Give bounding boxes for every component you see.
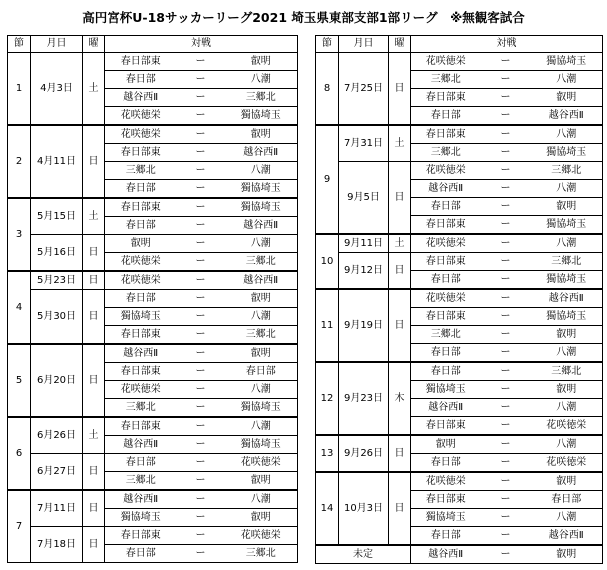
away-team: 八潮 [225,235,298,253]
away-team: 八潮 [531,180,603,198]
home-team: 春日部東 [411,253,481,271]
home-team: 春日部東 [411,125,481,144]
match-date: 6月20日 [31,344,83,417]
home-team: 獨協埼玉 [411,509,481,527]
home-team: 獨協埼玉 [105,509,177,527]
home-team: 春日部 [105,217,177,235]
round-number: 2 [8,125,31,198]
away-team: 叡明 [531,198,603,216]
away-team: 獨協埼玉 [531,271,603,290]
versus-dash: ー [177,326,225,345]
match-row [8,125,298,144]
match-date: 9月5日 [339,162,389,235]
away-team: 越谷西Ⅱ [531,289,603,308]
away-team: 叡明 [225,509,298,527]
match-date: 9月12日 [339,253,389,290]
versus-dash: ー [481,399,531,417]
versus-dash: ー [481,545,531,564]
home-team: 春日部 [105,180,177,199]
home-team: 三郷北 [105,162,177,180]
away-team: 獨協埼玉 [225,107,298,126]
away-team: 八潮 [531,509,603,527]
home-team: 三郷北 [411,144,481,162]
away-team: 八潮 [531,344,603,363]
match-row [8,235,298,253]
match-date: 5月23日 [31,271,83,290]
match-weekday: 日 [389,289,411,362]
home-team: 春日部 [105,71,177,89]
versus-dash: ー [177,290,225,308]
home-team: 春日部 [411,344,481,363]
home-team: 花咲徳栄 [411,289,481,308]
away-team: 三郷北 [531,162,603,180]
match-row [8,53,298,71]
away-team: 獨協埼玉 [225,180,298,199]
versus-dash: ー [481,180,531,198]
home-team: 花咲徳栄 [105,253,177,272]
versus-dash: ー [481,527,531,546]
home-team: 越谷西Ⅱ [105,490,177,509]
home-team: 花咲徳栄 [105,107,177,126]
round-number: 12 [316,362,339,435]
match-date: 6月26日 [31,417,83,454]
versus-dash: ー [481,381,531,399]
home-team: 越谷西Ⅱ [411,180,481,198]
match-row [316,472,603,491]
versus-dash: ー [177,89,225,107]
versus-dash: ー [177,71,225,89]
home-team: 花咲徳栄 [411,53,481,71]
home-team: 花咲徳栄 [105,271,177,290]
round-number: 5 [8,344,31,417]
round-number: 3 [8,198,31,271]
versus-dash: ー [177,509,225,527]
away-team: 獨協埼玉 [531,216,603,235]
versus-dash: ー [481,71,531,89]
header-row [316,36,603,53]
away-team: 八潮 [225,308,298,326]
away-team: 八潮 [225,162,298,180]
round-number: 4 [8,271,31,344]
match-row [8,344,298,363]
away-team: 獨協埼玉 [225,436,298,454]
versus-dash: ー [481,271,531,290]
round-number: 13 [316,435,339,472]
away-team: 三郷北 [225,545,298,563]
away-team: 越谷西Ⅱ [531,107,603,126]
away-team: 八潮 [531,399,603,417]
match-row [316,162,603,180]
home-team: 獨協埼玉 [411,381,481,399]
versus-dash: ー [481,125,531,144]
away-team: 獨協埼玉 [531,53,603,71]
match-weekday: 日 [83,454,105,491]
match-row [8,417,298,436]
home-team: 三郷北 [105,472,177,491]
home-team: 春日部東 [411,89,481,107]
match-row [8,490,298,509]
match-weekday: 日 [83,290,105,345]
versus-dash: ー [481,289,531,308]
schedule-table-left [7,35,298,563]
round-number: 14 [316,472,339,545]
home-team: 春日部 [411,527,481,546]
away-team: 叡明 [225,472,298,491]
page-title: 高円宮杯U-18サッカーリーグ2021 埼玉県東部支部1部リーグ ※無観客試合 [82,10,525,25]
match-weekday: 日 [389,435,411,472]
away-team: 花咲徳栄 [531,454,603,473]
versus-dash: ー [481,435,531,454]
versus-dash: ー [481,89,531,107]
away-team: 花咲徳栄 [531,417,603,436]
match-date: 9月11日 [339,234,389,253]
away-team: 獨協埼玉 [531,144,603,162]
versus-dash: ー [177,436,225,454]
match-date: 4月3日 [31,53,83,126]
away-team: 三郷北 [531,253,603,271]
versus-dash: ー [177,107,225,126]
away-team: 三郷北 [531,362,603,381]
versus-dash: ー [481,344,531,363]
away-team: 八潮 [225,71,298,89]
away-team: 叡明 [531,381,603,399]
home-team: 獨協埼玉 [105,308,177,326]
match-row [8,454,298,472]
versus-dash: ー [177,417,225,436]
home-team: 三郷北 [105,399,177,418]
match-date: 5月15日 [31,198,83,235]
away-team: 叡明 [531,89,603,107]
schedule-table-right [315,35,603,564]
header-weekday: 曜 [83,36,105,53]
versus-dash: ー [177,125,225,144]
away-team: 叡明 [531,545,603,564]
round-number: 10 [316,234,339,289]
versus-dash: ー [177,253,225,272]
home-team: 花咲徳栄 [105,125,177,144]
versus-dash: ー [177,472,225,491]
match-date: 7月25日 [339,53,389,126]
match-weekday: 日 [389,53,411,126]
versus-dash: ー [177,235,225,253]
match-weekday: 日 [389,162,411,235]
home-team: 春日部東 [105,326,177,345]
away-team: 叡明 [225,53,298,71]
header-match: 対戦 [411,36,603,53]
away-team: 叡明 [531,326,603,344]
versus-dash: ー [481,107,531,126]
match-weekday: 土 [389,125,411,162]
home-team: 春日部東 [105,144,177,162]
match-weekday: 土 [83,53,105,126]
away-team: 三郷北 [225,253,298,272]
versus-dash: ー [177,399,225,418]
header-row [8,36,298,53]
match-date: 9月19日 [339,289,389,362]
header-date: 月日 [31,36,83,53]
away-team: 三郷北 [225,89,298,107]
away-team: 八潮 [225,417,298,436]
away-team: 獨協埼玉 [225,198,298,217]
header-setsu: 節 [8,36,31,53]
away-team: 越谷西Ⅱ [225,217,298,235]
home-team: 花咲徳栄 [105,381,177,399]
home-team: 春日部東 [105,363,177,381]
away-team: 花咲徳栄 [225,454,298,472]
away-team: 春日部 [531,491,603,509]
match-row [316,362,603,381]
versus-dash: ー [481,326,531,344]
round-number: 8 [316,53,339,126]
match-date: 7月11日 [31,490,83,527]
versus-dash: ー [177,162,225,180]
home-team: 春日部 [411,454,481,473]
home-team: 春日部 [411,362,481,381]
away-team: 三郷北 [225,326,298,345]
home-team: 三郷北 [411,71,481,89]
versus-dash: ー [481,417,531,436]
round-number: 7 [8,490,31,563]
home-team: 春日部東 [411,216,481,235]
header-match: 対戦 [105,36,298,53]
home-team: 花咲徳栄 [411,162,481,180]
match-weekday: 木 [389,362,411,435]
home-team: 叡明 [105,235,177,253]
home-team: 越谷西Ⅱ [105,89,177,107]
match-date: 5月16日 [31,235,83,272]
versus-dash: ー [481,491,531,509]
home-team: 春日部 [411,198,481,216]
home-team: 春日部東 [105,417,177,436]
home-team: 越谷西Ⅱ [105,344,177,363]
match-row [8,198,298,217]
match-weekday: 土 [83,198,105,235]
match-row [316,125,603,144]
home-team: 春日部東 [411,491,481,509]
match-date: 4月11日 [31,125,83,198]
versus-dash: ー [481,472,531,491]
match-row [8,271,298,290]
round-number: 9 [316,125,339,234]
home-team: 叡明 [411,435,481,454]
home-team: 春日部 [105,545,177,563]
match-weekday: 日 [389,253,411,290]
home-team: 越谷西Ⅱ [411,399,481,417]
match-date: 7月18日 [31,527,83,563]
round-number: 1 [8,53,31,126]
away-team: 叡明 [531,472,603,491]
match-weekday: 日 [83,344,105,417]
home-team: 春日部東 [105,527,177,545]
versus-dash: ー [481,234,531,253]
versus-dash: ー [177,308,225,326]
header-setsu: 節 [316,36,339,53]
match-row [316,234,603,253]
away-team: 八潮 [225,381,298,399]
versus-dash: ー [177,53,225,71]
versus-dash: ー [481,308,531,326]
away-team: 花咲徳栄 [225,527,298,545]
versus-dash: ー [177,454,225,472]
away-team: 獨協埼玉 [225,399,298,418]
away-team: 越谷西Ⅱ [531,527,603,546]
match-weekday: 土 [83,417,105,454]
away-team: 越谷西Ⅱ [225,144,298,162]
match-date: 9月26日 [339,435,389,472]
match-row [316,435,603,454]
home-team: 春日部東 [411,417,481,436]
home-team: 春日部東 [105,53,177,71]
match-weekday: 日 [83,490,105,527]
versus-dash: ー [481,162,531,180]
away-team: 八潮 [531,125,603,144]
versus-dash: ー [481,53,531,71]
home-team: 花咲徳栄 [411,234,481,253]
versus-dash: ー [481,216,531,235]
away-team: 越谷西Ⅱ [225,271,298,290]
away-team: 叡明 [225,344,298,363]
match-weekday: 日 [83,235,105,272]
versus-dash: ー [177,363,225,381]
match-weekday: 日 [83,125,105,198]
versus-dash: ー [177,545,225,563]
home-team: 越谷西Ⅱ [411,545,481,564]
away-team: 八潮 [531,71,603,89]
match-row [316,53,603,71]
away-team: 八潮 [531,234,603,253]
home-team: 花咲徳栄 [411,472,481,491]
versus-dash: ー [177,490,225,509]
away-team: 春日部 [225,363,298,381]
versus-dash: ー [177,144,225,162]
versus-dash: ー [481,362,531,381]
match-date: 10月3日 [339,472,389,545]
match-date: 7月31日 [339,125,389,162]
versus-dash: ー [481,509,531,527]
home-team: 三郷北 [411,326,481,344]
home-team: 春日部東 [411,308,481,326]
versus-dash: ー [177,271,225,290]
versus-dash: ー [481,198,531,216]
match-row [316,289,603,308]
away-team: 八潮 [225,490,298,509]
versus-dash: ー [177,198,225,217]
versus-dash: ー [481,144,531,162]
match-weekday: 日 [83,527,105,563]
away-team: 叡明 [225,125,298,144]
home-team: 春日部 [105,290,177,308]
versus-dash: ー [481,253,531,271]
versus-dash: ー [177,344,225,363]
match-row [8,290,298,308]
home-team: 春日部 [411,271,481,290]
versus-dash: ー [177,381,225,399]
away-team: 叡明 [225,290,298,308]
away-team: 八潮 [531,435,603,454]
round-number: 11 [316,289,339,362]
match-weekday: 日 [389,472,411,545]
header-date: 月日 [339,36,389,53]
match-row [8,527,298,545]
header-weekday: 曜 [389,36,411,53]
away-team: 獨協埼玉 [531,308,603,326]
versus-dash: ー [177,180,225,199]
versus-dash: ー [481,454,531,473]
versus-dash: ー [177,217,225,235]
versus-dash: ー [177,527,225,545]
tbd-label: 未定 [316,545,411,564]
home-team: 春日部東 [105,198,177,217]
round-number: 6 [8,417,31,490]
match-date: 9月23日 [339,362,389,435]
home-team: 春日部 [411,107,481,126]
home-team: 越谷西Ⅱ [105,436,177,454]
match-date: 5月30日 [31,290,83,345]
match-date: 6月27日 [31,454,83,491]
match-row [316,545,603,564]
match-weekday: 土 [389,234,411,253]
home-team: 春日部 [105,454,177,472]
match-weekday: 日 [83,271,105,290]
match-row [316,253,603,271]
